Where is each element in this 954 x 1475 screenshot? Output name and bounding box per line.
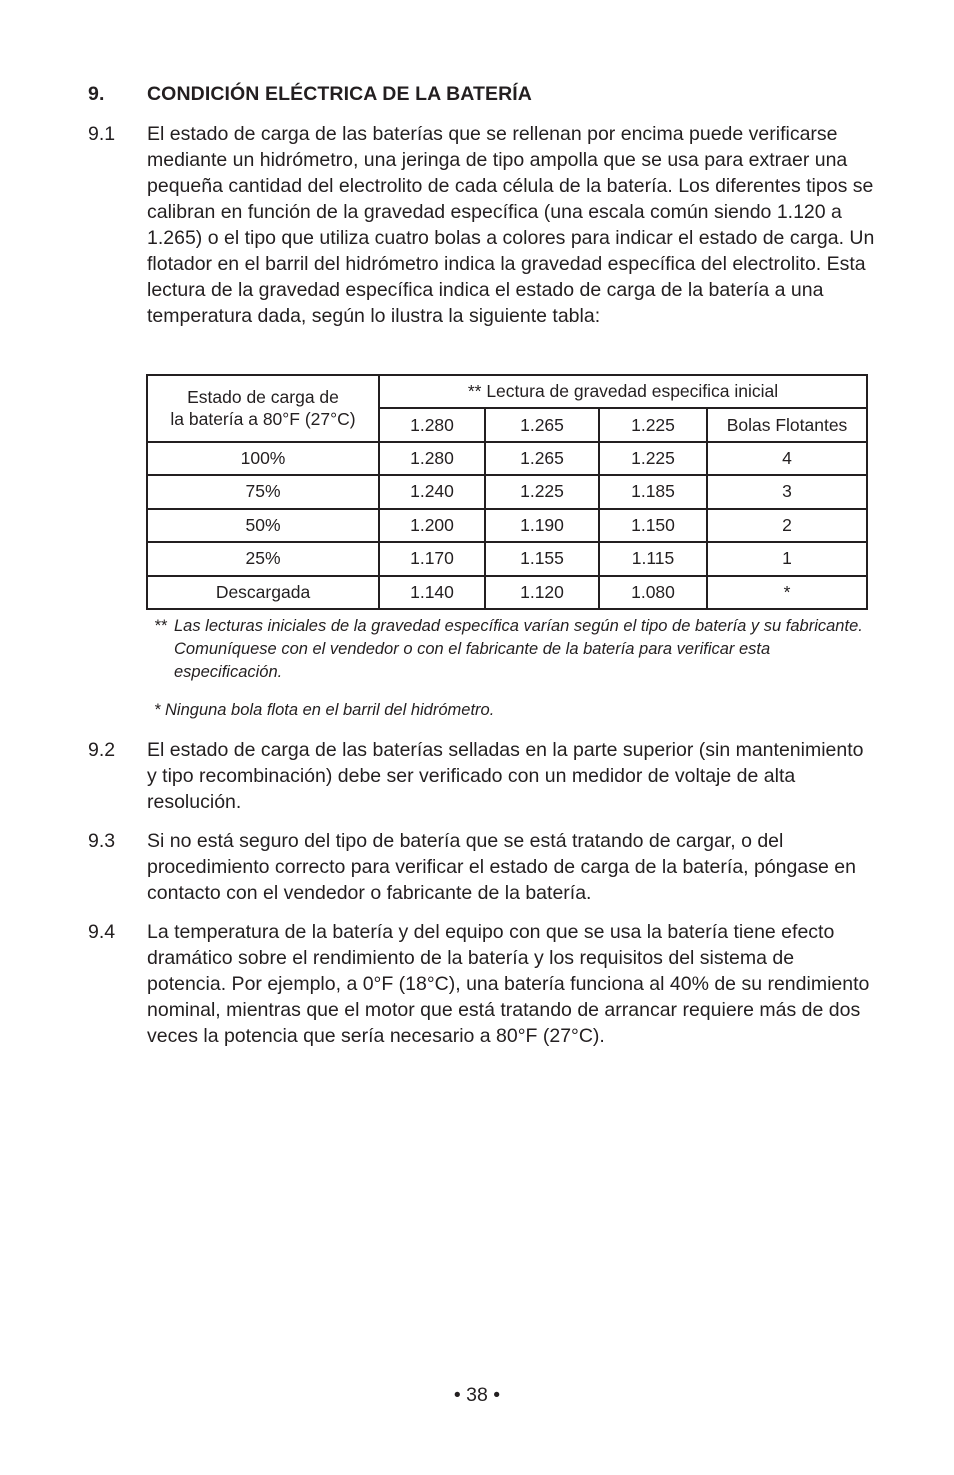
value-cell: 1.140 — [379, 576, 485, 609]
balls-cell: 1 — [707, 542, 867, 575]
value-cell: 1.200 — [379, 509, 485, 542]
value-cell: 1.225 — [485, 475, 599, 508]
value-cell: 1.155 — [485, 542, 599, 575]
paragraph-text: La temperatura de la batería y del equipo con que se usa la batería tiene efecto dramático sobre el rendimiento de la batería y los requisitos del sistema de potencia. Por ejemplo, a 0°F (18°C), una batería funciona al 40% de su rendimiento nominal, mientras que el motor que está tratando de arrancar requiere más de dos veces la potencia que sería necesario a 80°F (27°C). — [147, 921, 870, 1047]
value-cell: 1.190 — [485, 509, 599, 542]
value-cell: 1.225 — [599, 442, 707, 475]
value-cell: 1.170 — [379, 542, 485, 575]
state-header-line2: la batería a 80°F (27°C) — [170, 409, 356, 430]
paragraph-number: 9.4 — [88, 921, 116, 943]
paragraph-text: Si no está seguro del tipo de batería que se está tratando de cargar, o del procedimiento correcto para verificar el estado de carga de la batería, póngase en contacto con el vendedor o fabricante de la batería. — [147, 830, 856, 904]
footnote-marker: ** — [154, 617, 167, 635]
table-row — [147, 509, 867, 542]
paragraph-9-3 — [88, 828, 878, 906]
column-header: Bolas Flotantes — [707, 408, 867, 441]
table-footnote-1 — [154, 615, 866, 684]
paragraph-number: 9.2 — [88, 739, 116, 761]
state-cell: Descargada — [147, 576, 379, 609]
state-cell: 100% — [147, 442, 379, 475]
paragraph-9-2 — [88, 737, 878, 815]
balls-cell: 2 — [707, 509, 867, 542]
balls-cell: 4 — [707, 442, 867, 475]
page-number: • 38 • — [453, 1384, 501, 1406]
gravity-group-header: ** Lectura de gravedad especifica inicial — [379, 375, 867, 408]
table-row — [147, 475, 867, 508]
state-of-charge-header — [147, 375, 379, 442]
paragraph-9-1 — [88, 121, 878, 329]
specific-gravity-table — [146, 374, 868, 610]
balls-cell: * — [707, 576, 867, 609]
state-cell: 25% — [147, 542, 379, 575]
column-header: 1.225 — [599, 408, 707, 441]
table-header-row — [147, 375, 867, 408]
value-cell: 1.265 — [485, 442, 599, 475]
state-cell: 50% — [147, 509, 379, 542]
value-cell: 1.150 — [599, 509, 707, 542]
state-header-line1: Estado de carga de — [187, 387, 339, 408]
balls-cell: 3 — [707, 475, 867, 508]
table-row — [147, 542, 867, 575]
value-cell: 1.115 — [599, 542, 707, 575]
column-header: 1.280 — [379, 408, 485, 441]
footnote-text: Las lecturas iniciales de la gravedad específica varían según el tipo de batería y su fabricante. Comuníquese con el vendedor o con el fabricante de la batería para verificar esta especificación. — [174, 617, 863, 681]
section-number: 9. — [88, 83, 105, 105]
paragraph-number: 9.1 — [88, 123, 116, 145]
value-cell: 1.280 — [379, 442, 485, 475]
value-cell: 1.185 — [599, 475, 707, 508]
section-title: CONDICIÓN ELÉCTRICA DE LA BATERÍA — [147, 83, 532, 105]
paragraph-number: 9.3 — [88, 830, 116, 852]
value-cell: 1.080 — [599, 576, 707, 609]
table-row — [147, 442, 867, 475]
value-cell: 1.240 — [379, 475, 485, 508]
paragraph-9-4 — [88, 919, 878, 1049]
table-footnote-2: * Ninguna bola flota en el barril del hidrómetro. — [154, 701, 495, 719]
column-header: 1.265 — [485, 408, 599, 441]
paragraph-text: El estado de carga de las baterías que se rellenan por encima puede verificarse mediante un hidrómetro, una jeringa de tipo ampolla que se usa para extraer una pequeña cantidad del electrolito de cada célula de la batería. Los diferentes tipos se calibran en función de la gravedad específica (una escala común siendo 1.120 a 1.265) o el tipo que utiliza cuatro bolas a colores para indicar el estado de carga. Un flotador en el barril del hidrómetro indica la gravedad específica del electrolito. Esta lectura de la gravedad específica indica el estado de carga de la batería a una temperatura dada, según lo ilustra la siguiente tabla: — [147, 123, 875, 327]
paragraph-text: El estado de carga de las baterías selladas en la parte superior (sin mantenimiento y tipo recombinación) debe ser verificado con un medidor de voltaje de alta resolución. — [147, 739, 864, 813]
table-row — [147, 576, 867, 609]
state-cell: 75% — [147, 475, 379, 508]
value-cell: 1.120 — [485, 576, 599, 609]
